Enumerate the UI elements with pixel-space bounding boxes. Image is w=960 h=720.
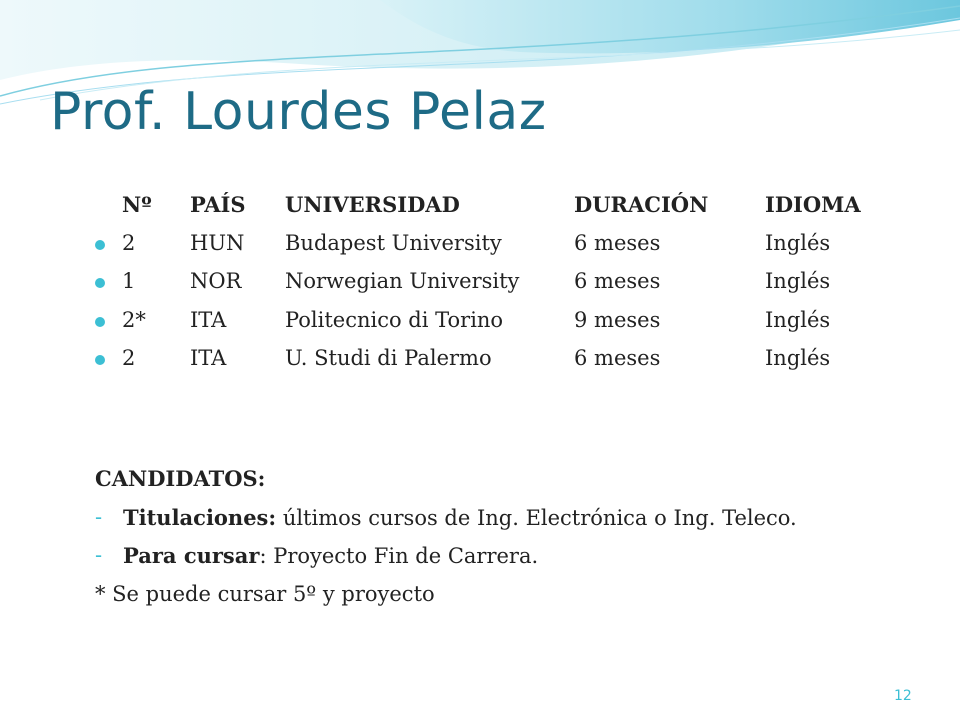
cell-numero: 1 [122, 269, 136, 293]
candidatos-item [95, 543, 797, 582]
item-label: Para cursar [123, 543, 260, 568]
header-duracion: DURACIÓN [574, 192, 709, 217]
cell-numero: 2* [122, 307, 146, 332]
cell-idioma: Inglés [765, 307, 831, 332]
cell-duracion: 6 meses [574, 346, 661, 370]
bullet-icon [95, 278, 105, 288]
cell-idioma: Inglés [765, 230, 831, 255]
header-universidad: UNIVERSIDAD [285, 192, 460, 217]
cell-universidad: Budapest University [285, 230, 502, 255]
cell-duracion: 9 meses [574, 307, 661, 332]
item-text: : Proyecto Fin de Carrera. [259, 544, 539, 568]
slide-title: Prof. Lourdes Pelaz [50, 82, 547, 142]
dash-bullet: - [95, 504, 103, 529]
header-pais: PAÍS [190, 192, 246, 217]
cell-pais: ITA [190, 346, 227, 370]
cell-duracion: 6 meses [574, 230, 661, 255]
cell-pais: ITA [190, 307, 227, 332]
bullet-icon [95, 240, 105, 250]
page-number: 12 [894, 688, 912, 704]
bullet-icon [95, 317, 105, 327]
candidatos-item [95, 505, 797, 544]
cell-duracion: 6 meses [574, 269, 661, 293]
header-idioma: IDIOMA [765, 192, 861, 217]
cell-universidad: Norwegian University [285, 269, 520, 293]
candidatos-section [95, 466, 797, 620]
cell-idioma: Inglés [765, 346, 831, 370]
cell-pais: HUN [190, 230, 245, 255]
cell-numero: 2 [122, 230, 136, 255]
cell-numero: 2 [122, 346, 136, 370]
cell-universidad: Politecnico di Torino [285, 307, 504, 332]
cell-pais: NOR [190, 269, 242, 293]
footnote: * Se puede cursar 5º y proyecto [95, 581, 435, 606]
item-label: Titulaciones: [123, 504, 277, 530]
cell-idioma: Inglés [765, 269, 831, 293]
candidatos-heading: CANDIDATOS: [95, 466, 266, 491]
cell-universidad: U. Studi di Palermo [285, 346, 492, 370]
item-text: últimos cursos de Ing. Electrónica o Ing. Teleco. [276, 505, 797, 530]
header-numero: Nº [122, 192, 152, 217]
bullet-icon [95, 355, 105, 365]
dash-bullet: - [95, 543, 103, 567]
